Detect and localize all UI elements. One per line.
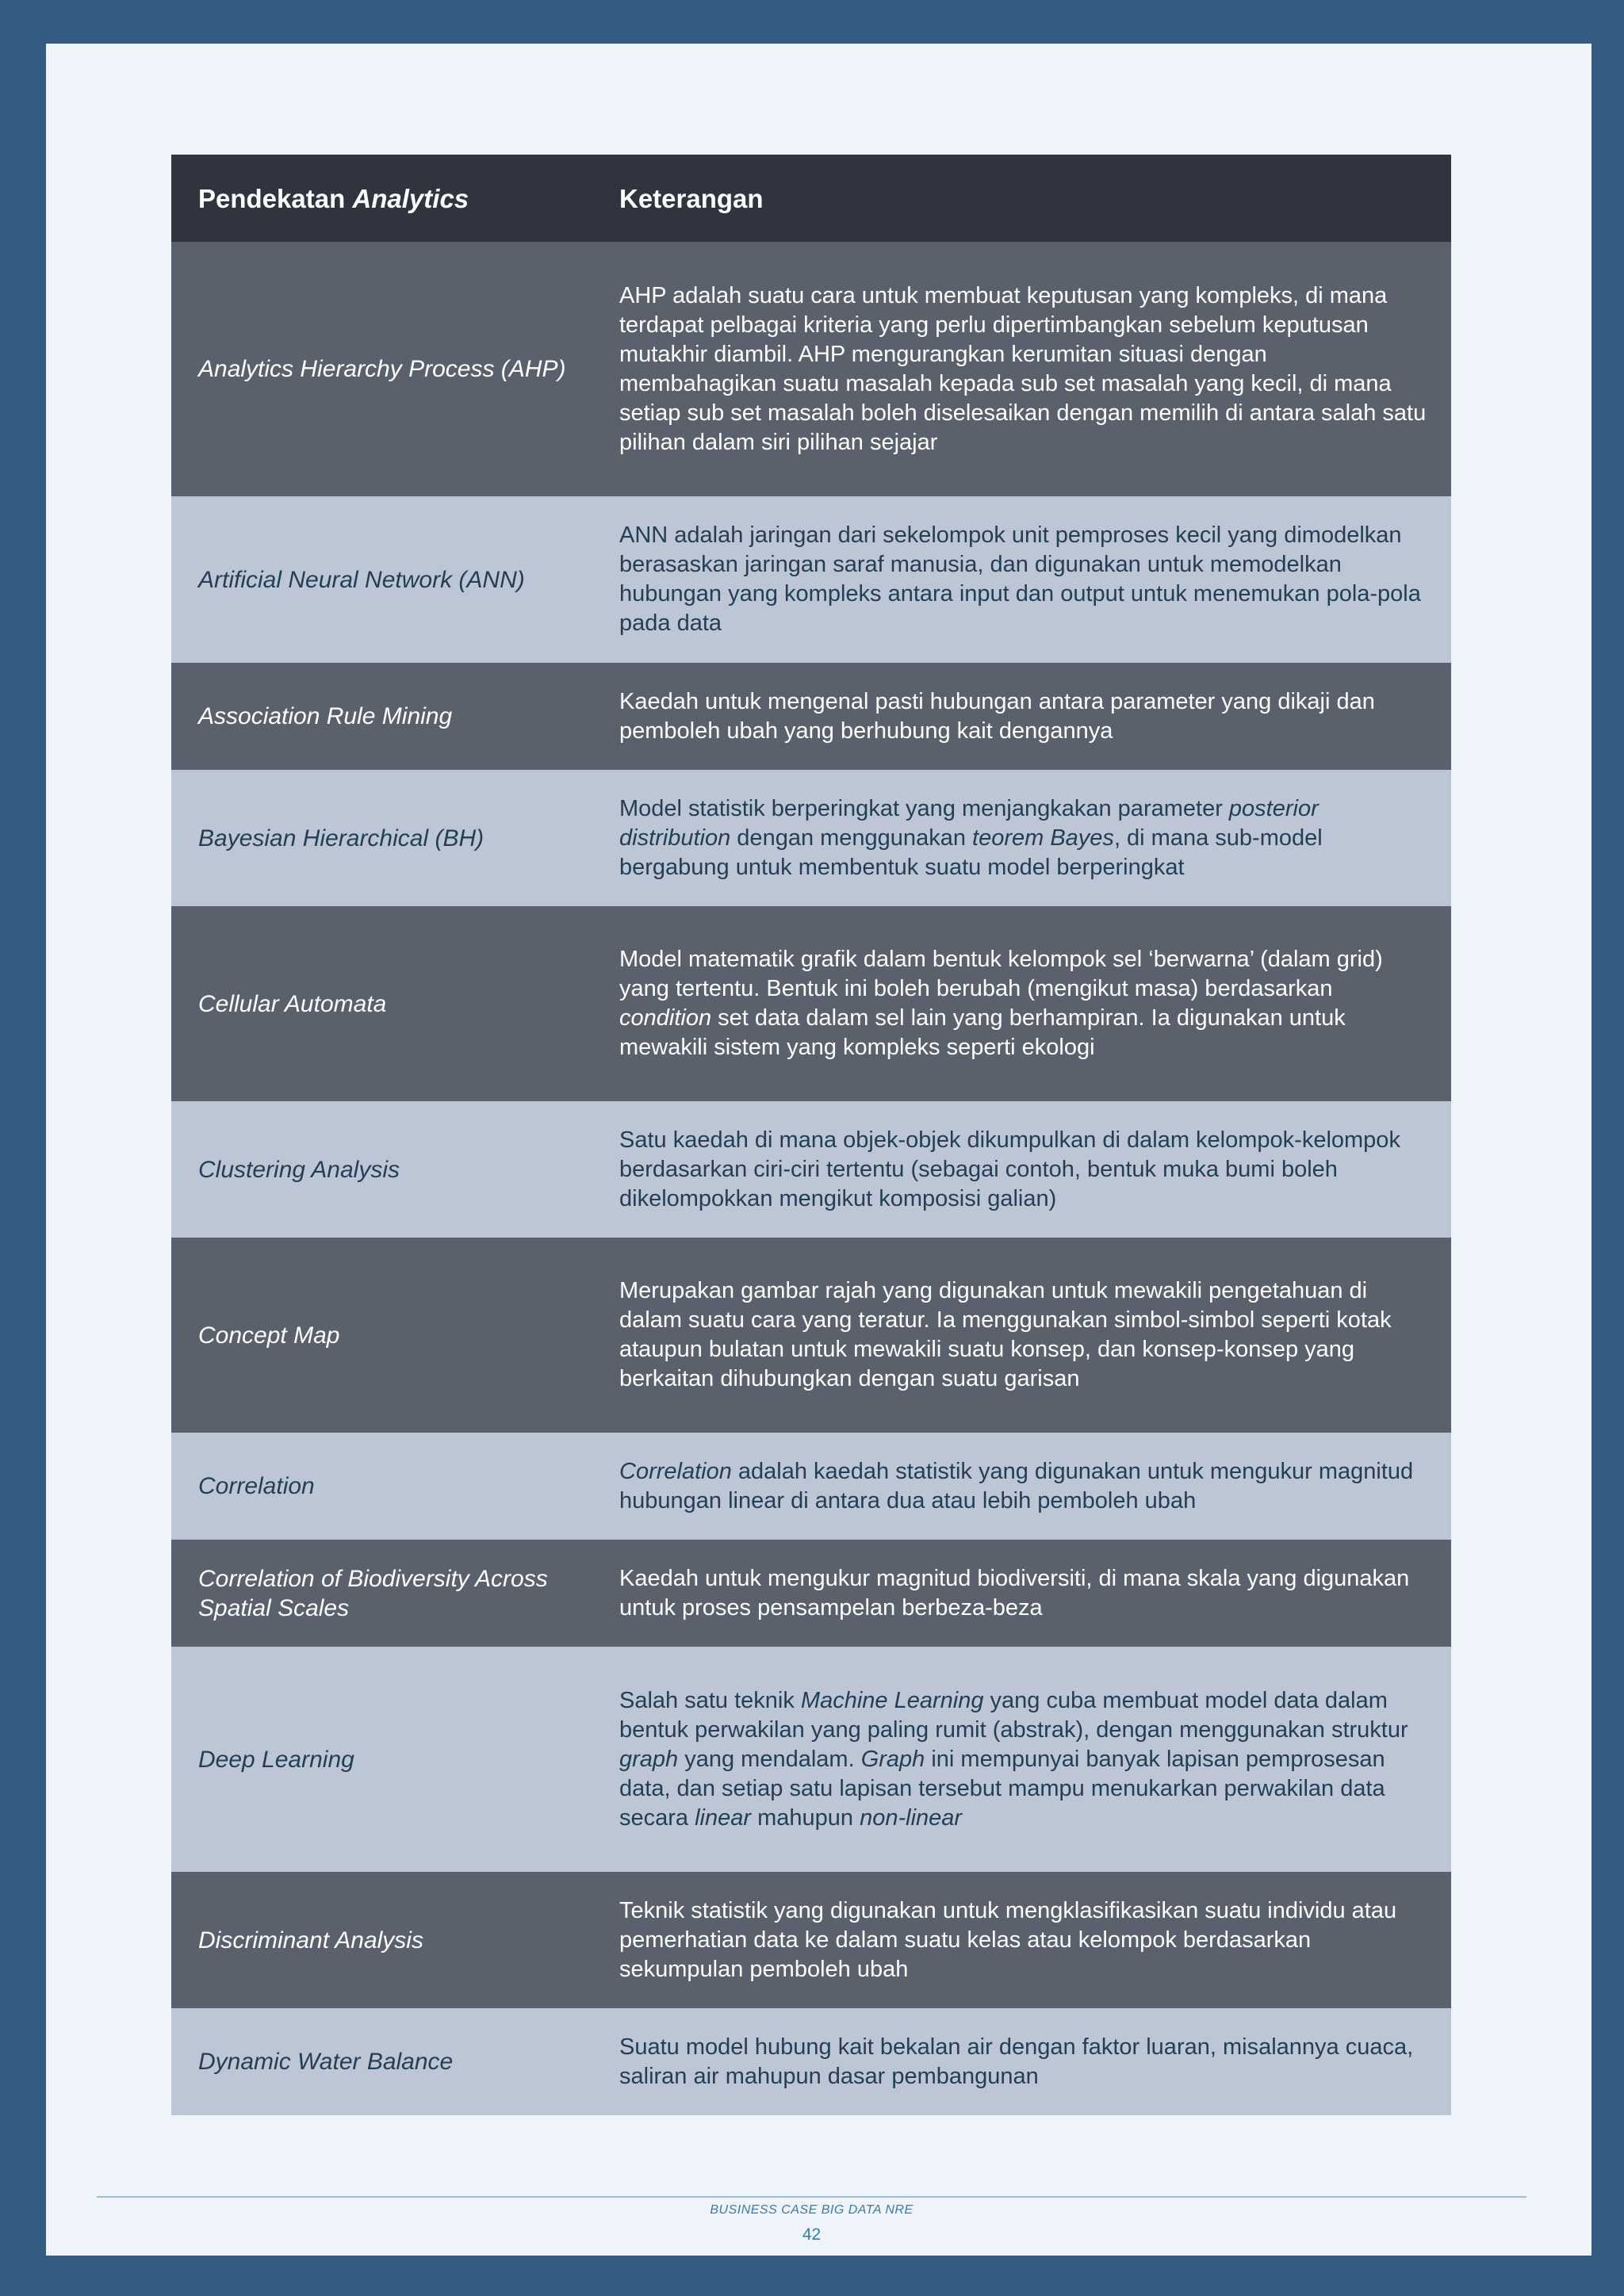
approach-description: Suatu model hubung kait bekalan air dengan faktor luaran, misalannya cuaca, saliran air mahupun dasar pembangunan (619, 2034, 1414, 2089)
footer-divider (97, 2196, 1526, 2198)
table-row (171, 1238, 1451, 1433)
approach-name: Clustering Analysis (198, 1156, 400, 1183)
table-row (171, 1872, 1451, 2008)
approach-description: AHP adalah suatu cara untuk membuat keputusan yang kompleks, di mana terdapat pelbagai kriteria yang perlu dipertimbangkan sebelum keputusan mutakhir diambil. AHP mengurangkan kerumitan situasi dengan membahagikan suatu masalah kepada sub set masalah yang kecil, di mana setiap sub set masalah boleh diselesaikan dengan memilih di antara salah satu pilihan dalam siri pilihan sejajar (619, 282, 1427, 455)
table-row (171, 1433, 1451, 1540)
table-row (171, 1540, 1451, 1647)
table-row (171, 2008, 1451, 2115)
table-row (171, 1647, 1451, 1872)
approach-name: Artificial Neural Network (ANN) (198, 566, 525, 593)
approach-name: Deep Learning (198, 1746, 354, 1773)
table-row (171, 496, 1451, 663)
approach-description: Kaedah untuk mengenal pasti hubungan antara parameter yang dikaji dan pemboleh ubah yang berhubung kait dengannya (619, 688, 1375, 744)
approach-description: Model matematik grafik dalam bentuk kelompok sel ‘berwarna’ (dalam grid) yang tertentu. Bentuk ini boleh berubah (mengikut masa) berdasarkan condition set data dalam sel lain yang berhampiran. Ia digunakan untuk mewakili sistem yang kompleks seperti ekologi (619, 947, 1383, 1060)
table-row (171, 770, 1451, 906)
approach-name: Concept Map (198, 1322, 340, 1349)
approach-name: Association Rule Mining (198, 703, 453, 729)
approach-name: Discriminant Analysis (198, 1927, 423, 1954)
header-description: Keterangan (619, 183, 764, 213)
approach-description: Merupakan gambar rajah yang digunakan untuk mewakili pengetahuan di dalam suatu cara yang teratur. Ia menggunakan simbol-simbol seperti kotak ataupun bulatan untuk mewakili suatu konsep, dan konsep-konsep yang berkaitan dihubungkan dengan suatu garisan (619, 1278, 1392, 1391)
approach-description: Correlation adalah kaedah statistik yang digunakan untuk mengukur magnitud hubungan linear di antara dua atau lebih pemboleh ubah (619, 1458, 1414, 1513)
analytics-table (171, 155, 1451, 2115)
header-approach: Pendekatan Analytics (198, 183, 469, 213)
table-row (171, 1101, 1451, 1238)
approach-description: Kaedah untuk mengukur magnitud biodiversiti, di mana skala yang digunakan untuk proses pensampelan berbeza-beza (619, 1565, 1410, 1621)
approach-name: Cellular Automata (198, 990, 387, 1017)
approach-description: Model statistik berperingkat yang menjangkakan parameter posterior distribution dengan menggunakan teorem Bayes, di mana sub-model bergabung untuk membentuk suatu model berperingkat (619, 795, 1323, 880)
table-row (171, 663, 1451, 770)
approach-description: Teknik statistik yang digunakan untuk mengklasifikasikan suatu individu atau pemerhatian data ke dalam suatu kelas atau kelompok berdasarkan sekumpulan pemboleh ubah (619, 1897, 1397, 1982)
table-row (171, 906, 1451, 1101)
footer-title: BUSINESS CASE BIG DATA NRE (710, 2203, 914, 2217)
approach-name: Correlation (198, 1473, 315, 1499)
approach-description: Satu kaedah di mana objek-objek dikumpulkan di dalam kelompok-kelompok berdasarkan ciri-ciri tertentu (sebagai contoh, bentuk muka bumi boleh dikelompokkan mengikut komposisi galian) (619, 1127, 1400, 1211)
approach-name: Analytics Hierarchy Process (AHP) (198, 356, 566, 382)
table-header (171, 155, 1451, 242)
approach-description: ANN adalah jaringan dari sekelompok unit pemproses kecil yang dimodelkan berasaskan jaringan saraf manusia, dan digunakan untuk memodelkan hubungan yang kompleks antara input dan output untuk menemukan pola-pola pada data (619, 522, 1421, 636)
page-number: 42 (802, 2225, 822, 2244)
approach-description: Salah satu teknik Machine Learning yang cuba membuat model data dalam bentuk perwakilan yang paling rumit (abstrak), dengan menggunakan struktur graph yang mendalam. Graph ini mempunyai banyak lapisan pemprosesan data, dan setiap satu lapisan tersebut mampu menukarkan perwakilan data secara linear mahupun non-linear (619, 1687, 1408, 1831)
approach-name: Dynamic Water Balance (198, 2049, 454, 2075)
document-page (46, 44, 1591, 2256)
approach-name: Bayesian Hierarchical (BH) (198, 825, 485, 851)
approach-name: Correlation of Biodiversity Across Spatial Scales (198, 1565, 548, 1621)
table-row (171, 242, 1451, 496)
